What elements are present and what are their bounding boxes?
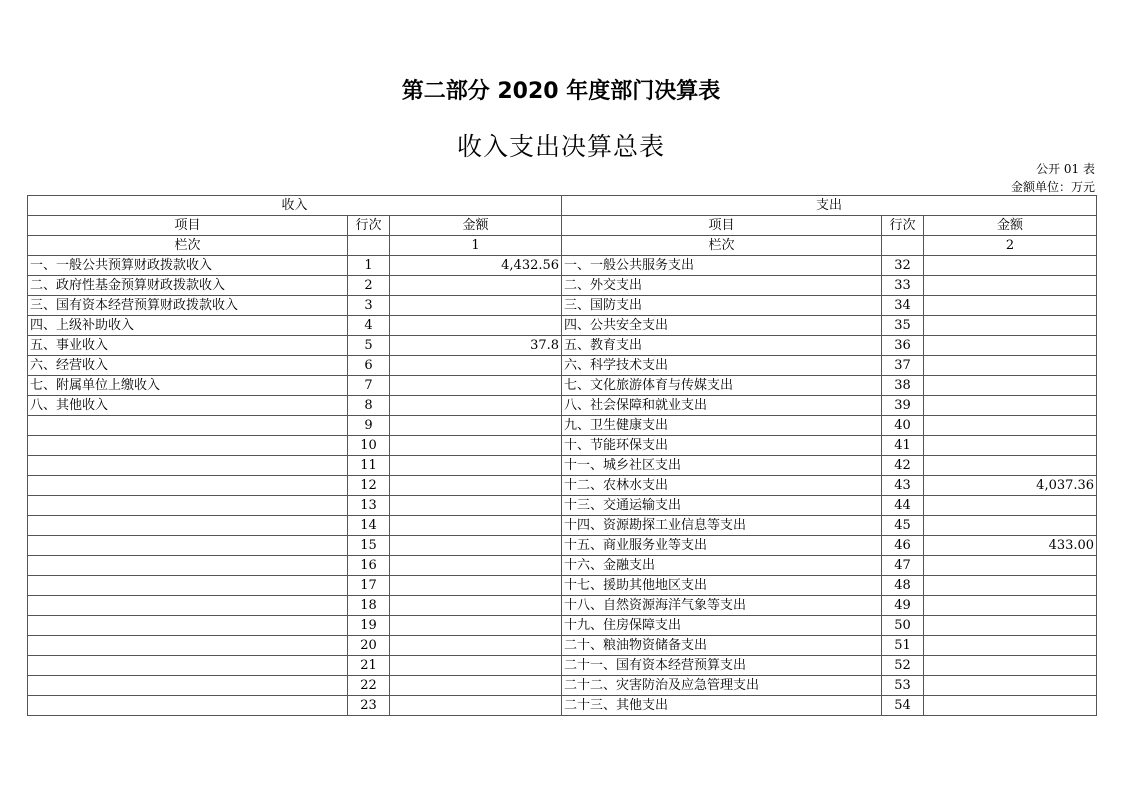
table-row	[28, 296, 1097, 316]
income-amount-cell	[390, 616, 562, 636]
expense-item-cell: 十九、住房保障支出	[562, 616, 882, 636]
section-header-row	[28, 196, 1097, 216]
income-line-cell: 14	[348, 516, 390, 536]
expense-line-cell: 34	[882, 296, 924, 316]
expense-item-cell: 二十、粮油物资储备支出	[562, 636, 882, 656]
expense-item-cell: 二、外交支出	[562, 276, 882, 296]
amount-unit: 金额单位：万元	[1010, 180, 1095, 194]
expense-line-cell: 39	[882, 396, 924, 416]
expense-line-header: 行次	[882, 216, 924, 236]
expense-amount-cell	[924, 576, 1097, 596]
income-item-cell	[28, 436, 348, 456]
income-amount-cell	[390, 636, 562, 656]
income-item-cell	[28, 536, 348, 556]
income-line-cell: 23	[348, 696, 390, 716]
income-item-cell	[28, 476, 348, 496]
income-line-cell: 4	[348, 316, 390, 336]
income-amount-cell	[390, 476, 562, 496]
income-line-cell: 6	[348, 356, 390, 376]
income-amount-cell	[390, 576, 562, 596]
table-row	[28, 516, 1097, 536]
income-item-cell	[28, 416, 348, 436]
income-amount-cell	[390, 396, 562, 416]
income-lanci-value: 1	[390, 236, 562, 256]
expense-line-cell: 50	[882, 616, 924, 636]
expense-amount-cell	[924, 636, 1097, 656]
income-line-cell: 22	[348, 676, 390, 696]
expense-amount-cell	[924, 316, 1097, 336]
table-row	[28, 316, 1097, 336]
table-row	[28, 496, 1097, 516]
income-item-cell	[28, 656, 348, 676]
income-amount-header: 金额	[390, 216, 562, 236]
income-item-cell: 八、其他收入	[28, 396, 348, 416]
table-row	[28, 636, 1097, 656]
income-amount-cell	[390, 436, 562, 456]
income-amount-cell	[390, 556, 562, 576]
table-row	[28, 676, 1097, 696]
income-amount-cell	[390, 496, 562, 516]
income-amount-cell	[390, 596, 562, 616]
expense-line-cell: 51	[882, 636, 924, 656]
income-line-cell: 13	[348, 496, 390, 516]
income-line-cell: 16	[348, 556, 390, 576]
income-line-cell: 10	[348, 436, 390, 456]
income-item-cell	[28, 556, 348, 576]
expense-amount-cell	[924, 496, 1097, 516]
form-number: 公开 01 表	[1036, 162, 1095, 176]
income-amount-cell: 4,432.56	[390, 256, 562, 276]
part-title: 第二部分 2020 年度部门决算表	[401, 79, 721, 104]
income-amount-cell	[390, 296, 562, 316]
expense-line-cell: 41	[882, 436, 924, 456]
expense-item-cell: 二十二、灾害防治及应急管理支出	[562, 676, 882, 696]
expense-amount-cell	[924, 676, 1097, 696]
table-row	[28, 436, 1097, 456]
table-row	[28, 576, 1097, 596]
expense-amount-cell	[924, 276, 1097, 296]
table-row	[28, 696, 1097, 716]
income-line-cell: 20	[348, 636, 390, 656]
column-header-row	[28, 216, 1097, 236]
table-row	[28, 616, 1097, 636]
expense-amount-cell	[924, 516, 1097, 536]
expense-line-cell: 43	[882, 476, 924, 496]
column-index-row	[28, 236, 1097, 256]
income-item-cell: 四、上级补助收入	[28, 316, 348, 336]
expense-line-cell: 49	[882, 596, 924, 616]
expense-item-cell: 十五、商业服务业等支出	[562, 536, 882, 556]
income-line-cell: 8	[348, 396, 390, 416]
income-item-cell	[28, 596, 348, 616]
expense-amount-cell	[924, 656, 1097, 676]
income-amount-cell	[390, 376, 562, 396]
income-amount-cell: 37.8	[390, 336, 562, 356]
income-item-cell: 二、政府性基金预算财政拨款收入	[28, 276, 348, 296]
table-row	[28, 656, 1097, 676]
income-line-cell: 18	[348, 596, 390, 616]
expense-item-cell: 四、公共安全支出	[562, 316, 882, 336]
expense-amount-cell	[924, 416, 1097, 436]
income-item-cell	[28, 616, 348, 636]
expense-line-cell: 45	[882, 516, 924, 536]
expense-line-cell: 33	[882, 276, 924, 296]
expense-item-cell: 十八、自然资源海洋气象等支出	[562, 596, 882, 616]
income-item-cell: 三、国有资本经营预算财政拨款收入	[28, 296, 348, 316]
income-lanci-label: 栏次	[28, 236, 348, 256]
expense-amount-cell	[924, 376, 1097, 396]
expense-item-cell: 十、节能环保支出	[562, 436, 882, 456]
table-row	[28, 356, 1097, 376]
expense-amount-cell	[924, 596, 1097, 616]
expense-item-cell: 十一、城乡社区支出	[562, 456, 882, 476]
income-item-cell	[28, 516, 348, 536]
expense-line-cell: 46	[882, 536, 924, 556]
expense-amount-cell	[924, 336, 1097, 356]
table-row	[28, 476, 1097, 496]
expense-amount-cell	[924, 296, 1097, 316]
expense-item-cell: 十六、金融支出	[562, 556, 882, 576]
income-section-header: 收入	[28, 196, 562, 216]
income-line-cell: 1	[348, 256, 390, 276]
income-item-cell: 七、附属单位上缴收入	[28, 376, 348, 396]
expense-line-cell: 48	[882, 576, 924, 596]
income-amount-cell	[390, 316, 562, 336]
expense-section-header: 支出	[562, 196, 1097, 216]
expense-line-cell: 54	[882, 696, 924, 716]
table-row	[28, 396, 1097, 416]
expense-line-cell: 32	[882, 256, 924, 276]
expense-item-cell: 一、一般公共服务支出	[562, 256, 882, 276]
table-row	[28, 556, 1097, 576]
expense-item-cell: 三、国防支出	[562, 296, 882, 316]
income-line-cell: 3	[348, 296, 390, 316]
income-line-cell: 17	[348, 576, 390, 596]
table-row	[28, 596, 1097, 616]
expense-item-cell: 九、卫生健康支出	[562, 416, 882, 436]
income-item-cell	[28, 676, 348, 696]
expense-item-header: 项目	[562, 216, 882, 236]
income-line-cell: 5	[348, 336, 390, 356]
expense-item-cell: 十二、农林水支出	[562, 476, 882, 496]
income-amount-cell	[390, 356, 562, 376]
expense-line-cell: 44	[882, 496, 924, 516]
expense-amount-header: 金额	[924, 216, 1097, 236]
table-title: 收入支出决算总表	[456, 132, 665, 161]
table-row	[28, 376, 1097, 396]
table-row	[28, 536, 1097, 556]
table-row	[28, 256, 1097, 276]
income-item-cell: 六、经营收入	[28, 356, 348, 376]
income-item-cell	[28, 696, 348, 716]
expense-item-cell: 十四、资源勘探工业信息等支出	[562, 516, 882, 536]
income-lanci-empty	[348, 236, 390, 256]
income-item-cell	[28, 456, 348, 476]
expense-line-cell: 40	[882, 416, 924, 436]
expense-line-cell: 38	[882, 376, 924, 396]
expense-item-cell: 八、社会保障和就业支出	[562, 396, 882, 416]
expense-amount-cell: 433.00	[924, 536, 1097, 556]
expense-lanci-label: 栏次	[562, 236, 882, 256]
expense-lanci-empty	[882, 236, 924, 256]
income-line-cell: 9	[348, 416, 390, 436]
income-amount-cell	[390, 656, 562, 676]
income-line-cell: 7	[348, 376, 390, 396]
expense-amount-cell: 4,037.36	[924, 476, 1097, 496]
income-amount-cell	[390, 516, 562, 536]
income-item-header: 项目	[28, 216, 348, 236]
expense-amount-cell	[924, 696, 1097, 716]
expense-line-cell: 53	[882, 676, 924, 696]
income-item-cell: 五、事业收入	[28, 336, 348, 356]
income-line-cell: 19	[348, 616, 390, 636]
table-row	[28, 276, 1097, 296]
income-amount-cell	[390, 456, 562, 476]
expense-item-cell: 十七、援助其他地区支出	[562, 576, 882, 596]
expense-amount-cell	[924, 616, 1097, 636]
income-line-header: 行次	[348, 216, 390, 236]
income-amount-cell	[390, 676, 562, 696]
expense-amount-cell	[924, 356, 1097, 376]
income-line-cell: 15	[348, 536, 390, 556]
expense-amount-cell	[924, 556, 1097, 576]
table-row	[28, 416, 1097, 436]
income-line-cell: 21	[348, 656, 390, 676]
expense-item-cell: 二十一、国有资本经营预算支出	[562, 656, 882, 676]
expense-item-cell: 五、教育支出	[562, 336, 882, 356]
expense-line-cell: 37	[882, 356, 924, 376]
table-row	[28, 456, 1097, 476]
expense-line-cell: 52	[882, 656, 924, 676]
income-amount-cell	[390, 536, 562, 556]
income-item-cell: 一、一般公共预算财政拨款收入	[28, 256, 348, 276]
expense-line-cell: 42	[882, 456, 924, 476]
expense-item-cell: 六、科学技术支出	[562, 356, 882, 376]
income-item-cell	[28, 636, 348, 656]
expense-amount-cell	[924, 256, 1097, 276]
table-row	[28, 336, 1097, 356]
income-line-cell: 11	[348, 456, 390, 476]
expense-amount-cell	[924, 396, 1097, 416]
expense-item-cell: 七、文化旅游体育与传媒支出	[562, 376, 882, 396]
income-expense-table	[27, 195, 1097, 716]
expense-line-cell: 47	[882, 556, 924, 576]
expense-line-cell: 36	[882, 336, 924, 356]
income-line-cell: 12	[348, 476, 390, 496]
expense-item-cell: 十三、交通运输支出	[562, 496, 882, 516]
income-amount-cell	[390, 696, 562, 716]
income-item-cell	[28, 496, 348, 516]
income-amount-cell	[390, 276, 562, 296]
expense-lanci-value: 2	[924, 236, 1097, 256]
expense-amount-cell	[924, 436, 1097, 456]
expense-line-cell: 35	[882, 316, 924, 336]
income-item-cell	[28, 576, 348, 596]
expense-amount-cell	[924, 456, 1097, 476]
income-line-cell: 2	[348, 276, 390, 296]
expense-item-cell: 二十三、其他支出	[562, 696, 882, 716]
income-amount-cell	[390, 416, 562, 436]
